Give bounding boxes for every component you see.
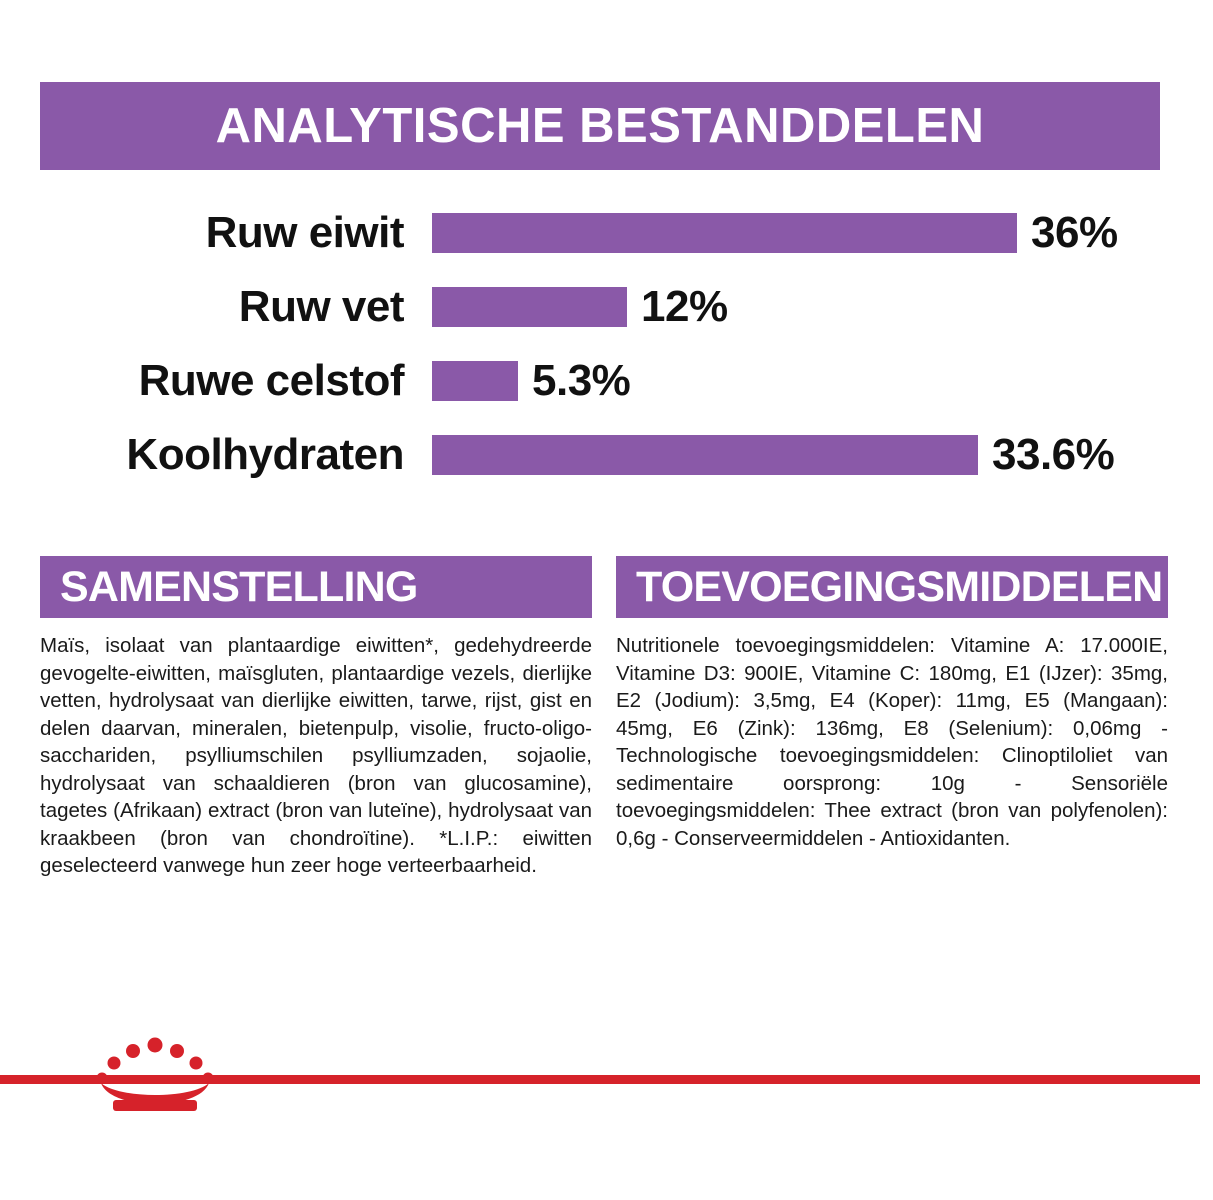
additives-header [616, 556, 1213, 618]
chart-row-label: Ruw vet [238, 282, 404, 331]
analytical-components-title: ANALYTISCHE BESTANDDELEN [215, 98, 985, 153]
chart-row-value: 36% [1031, 208, 1118, 257]
analytical-bar-chart [40, 196, 1170, 492]
chart-row-bar [432, 287, 627, 327]
composition-title: SAMENSTELLING [60, 562, 418, 611]
chart-row-bar [432, 435, 978, 475]
chart-row-bar [432, 361, 518, 401]
additives-unit: (/kg) [1168, 574, 1213, 598]
chart-row-track [432, 418, 1170, 492]
chart-row [40, 344, 1170, 418]
chart-row [40, 196, 1170, 270]
chart-row-bar [432, 213, 1017, 253]
chart-row [40, 418, 1170, 492]
analytical-components-header [40, 82, 1160, 170]
composition-body [40, 618, 592, 880]
chart-row [40, 270, 1170, 344]
chart-row-track [432, 344, 1170, 418]
additives-title: TOEVOEGINGSMIDDELEN [636, 562, 1163, 611]
chart-row-track [432, 270, 1170, 344]
composition-panel [40, 556, 592, 880]
chart-row-label: Koolhydraten [126, 430, 404, 479]
chart-row-label: Ruw eiwit [205, 208, 404, 257]
additives-text: Nutritionele toevoegingsmiddelen: Vitamine A: 17.000IE, Vitamine D3: 900IE, Vitamine C: 180mg, E1 (IJzer): 35mg, E2 (Jodium): 3,5mg, E4 (Koper): 11mg, E5 (Mangaan): 45mg, E6 (Zink): 136mg, E8 (Selenium): 0,06mg - Technologische toevoegingsmiddelen: Clinoptiloliet van sedimentaire oorsprong: 10g - Sensoriële toevoegingsmiddelen: Thee extract (bron van polyfenolen): 0,6g - Conserveermiddelen - Antioxidanten. [616, 634, 1168, 850]
additives-body [616, 618, 1168, 852]
composition-text: Maïs, isolaat van plantaardige eiwitten*, gedehydreerde gevogelte-eiwitten, maïsgluten, plantaardige vezels, dierlijke vetten, hydrolysaat van dierlijke eiwitten, tarwe, rijst, gist en delen daarvan, mineralen, bietenpulp, visolie, fructo-oligo-sacchariden, psylliumschilen psylliumzaden, sojaolie, hydrolysaat van schaaldieren (bron van glucosamine), tagetes (Afrikaan) extract (bron van luteïne), hydrolysaat van kraakbeen (bron van chondroïtine). *L.I.P.: eiwitten geselecteerd vanwege hun zeer hoge verteerbaarheid. [40, 634, 592, 877]
composition-header [40, 556, 592, 618]
additives-panel [616, 556, 1213, 880]
chart-row-value: 12% [641, 282, 728, 331]
brand-footer [0, 1075, 1200, 1085]
chart-row-value: 33.6% [992, 430, 1115, 479]
chart-row-value: 5.3% [532, 356, 631, 405]
chart-row-label: Ruwe celstof [138, 356, 404, 405]
info-panels [40, 556, 1213, 880]
royal-canin-crown-icon [95, 1037, 215, 1115]
chart-row-track [432, 196, 1170, 270]
